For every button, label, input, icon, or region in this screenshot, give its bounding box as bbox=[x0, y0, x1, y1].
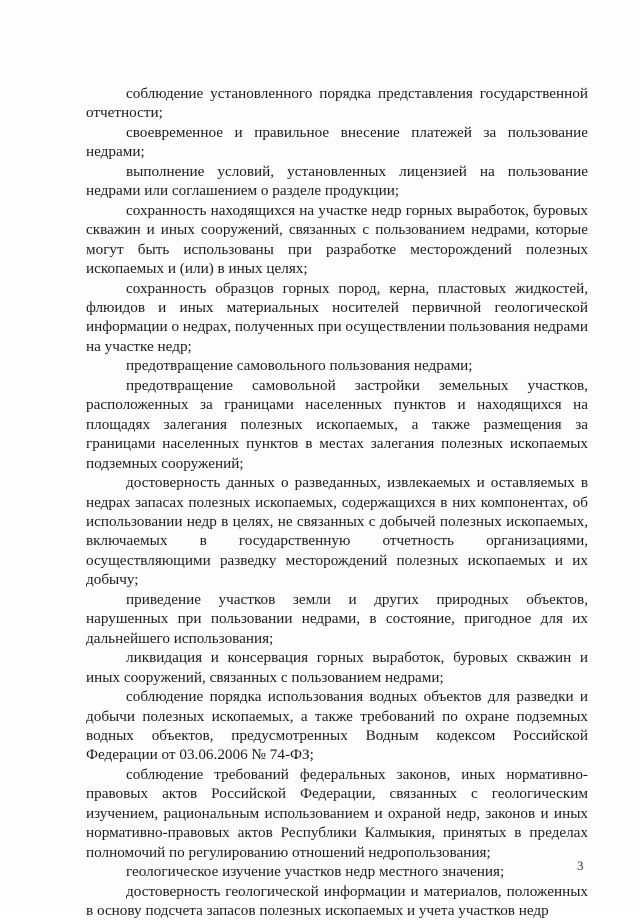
paragraph: геологическое изучение участков недр местного значения; bbox=[126, 863, 505, 881]
paragraph: соблюдение установленного порядка представления государственной отчетности; bbox=[86, 85, 588, 122]
page-number: 3 bbox=[577, 858, 584, 873]
paragraph: выполнение условий, установленных лицензией на пользование недрами или соглашением о разделе продукции; bbox=[86, 162, 588, 200]
body-text bbox=[86, 84, 588, 920]
paragraph: достоверность данных о разведанных, извлекаемых и оставляемых в недрах запасах полезных ископаемых, содержащихся в них компонентах, об использовании недр в целях, не связанных с добычей полезных ископаемых, включаемых в государственную отчетность организациями, осуществляющими разведку месторождений полезных ископаемых и их добычу; bbox=[86, 474, 588, 589]
paragraph: соблюдение требований федеральных законов, иных нормативно-правовых актов Российской Федерации, связанных с геологическим изучением, рациональным использованием и охраной недр, законов и иных нормативно-правовых актов Республики Калмыкия, принятых в пределах полномочий по регулированию отношений недропользования; bbox=[86, 765, 588, 861]
paragraph: сохранность находящихся на участке недр горных выработок, буровых скважин и иных сооружений, связанных с пользованием недрами, которые могут быть использованы при разработке месторождений полезных ископаемых и (или) в иных целях; bbox=[86, 201, 588, 278]
paragraph: достоверность геологической информации и материалов, положенных в основу подсчета запасов полезных ископаемых и учета участков недр bbox=[86, 882, 588, 920]
paragraph: предотвращение самовольного пользования недрами; bbox=[126, 357, 473, 375]
paragraph: соблюдение порядка использования водных объектов для разведки и добычи полезных ископаемых, а также требований по охране подземных водных объектов, предусмотренных Водным кодексом Российской Федерации от 03.06.2006 № 74-ФЗ; bbox=[86, 688, 588, 764]
paragraph: сохранность образцов горных пород, керна, пластовых жидкостей, флюидов и иных материальных носителей первичной геологической информации о недрах, полученных при осуществлении пользования недрами на участке недр; bbox=[86, 279, 588, 355]
paragraph: приведение участков земли и других природных объектов, нарушенных при пользовании недрами, в состояние, пригодное для их дальнейшего использования; bbox=[86, 590, 588, 647]
paragraph: своевременное и правильное внесение платежей за пользование недрами; bbox=[86, 123, 588, 161]
paragraph: предотвращение самовольной застройки земельных участков, расположенных за границами населенных пунктов и находящихся на площадях залегания полезных ископаемых, а также размещения за границами населенных пунктов в местах залегания полезных ископаемых подземных сооружений; bbox=[86, 376, 588, 472]
paragraph: ликвидация и консервация горных выработок, буровых скважин и иных сооружений, связанных с пользованием недрами; bbox=[86, 649, 588, 686]
